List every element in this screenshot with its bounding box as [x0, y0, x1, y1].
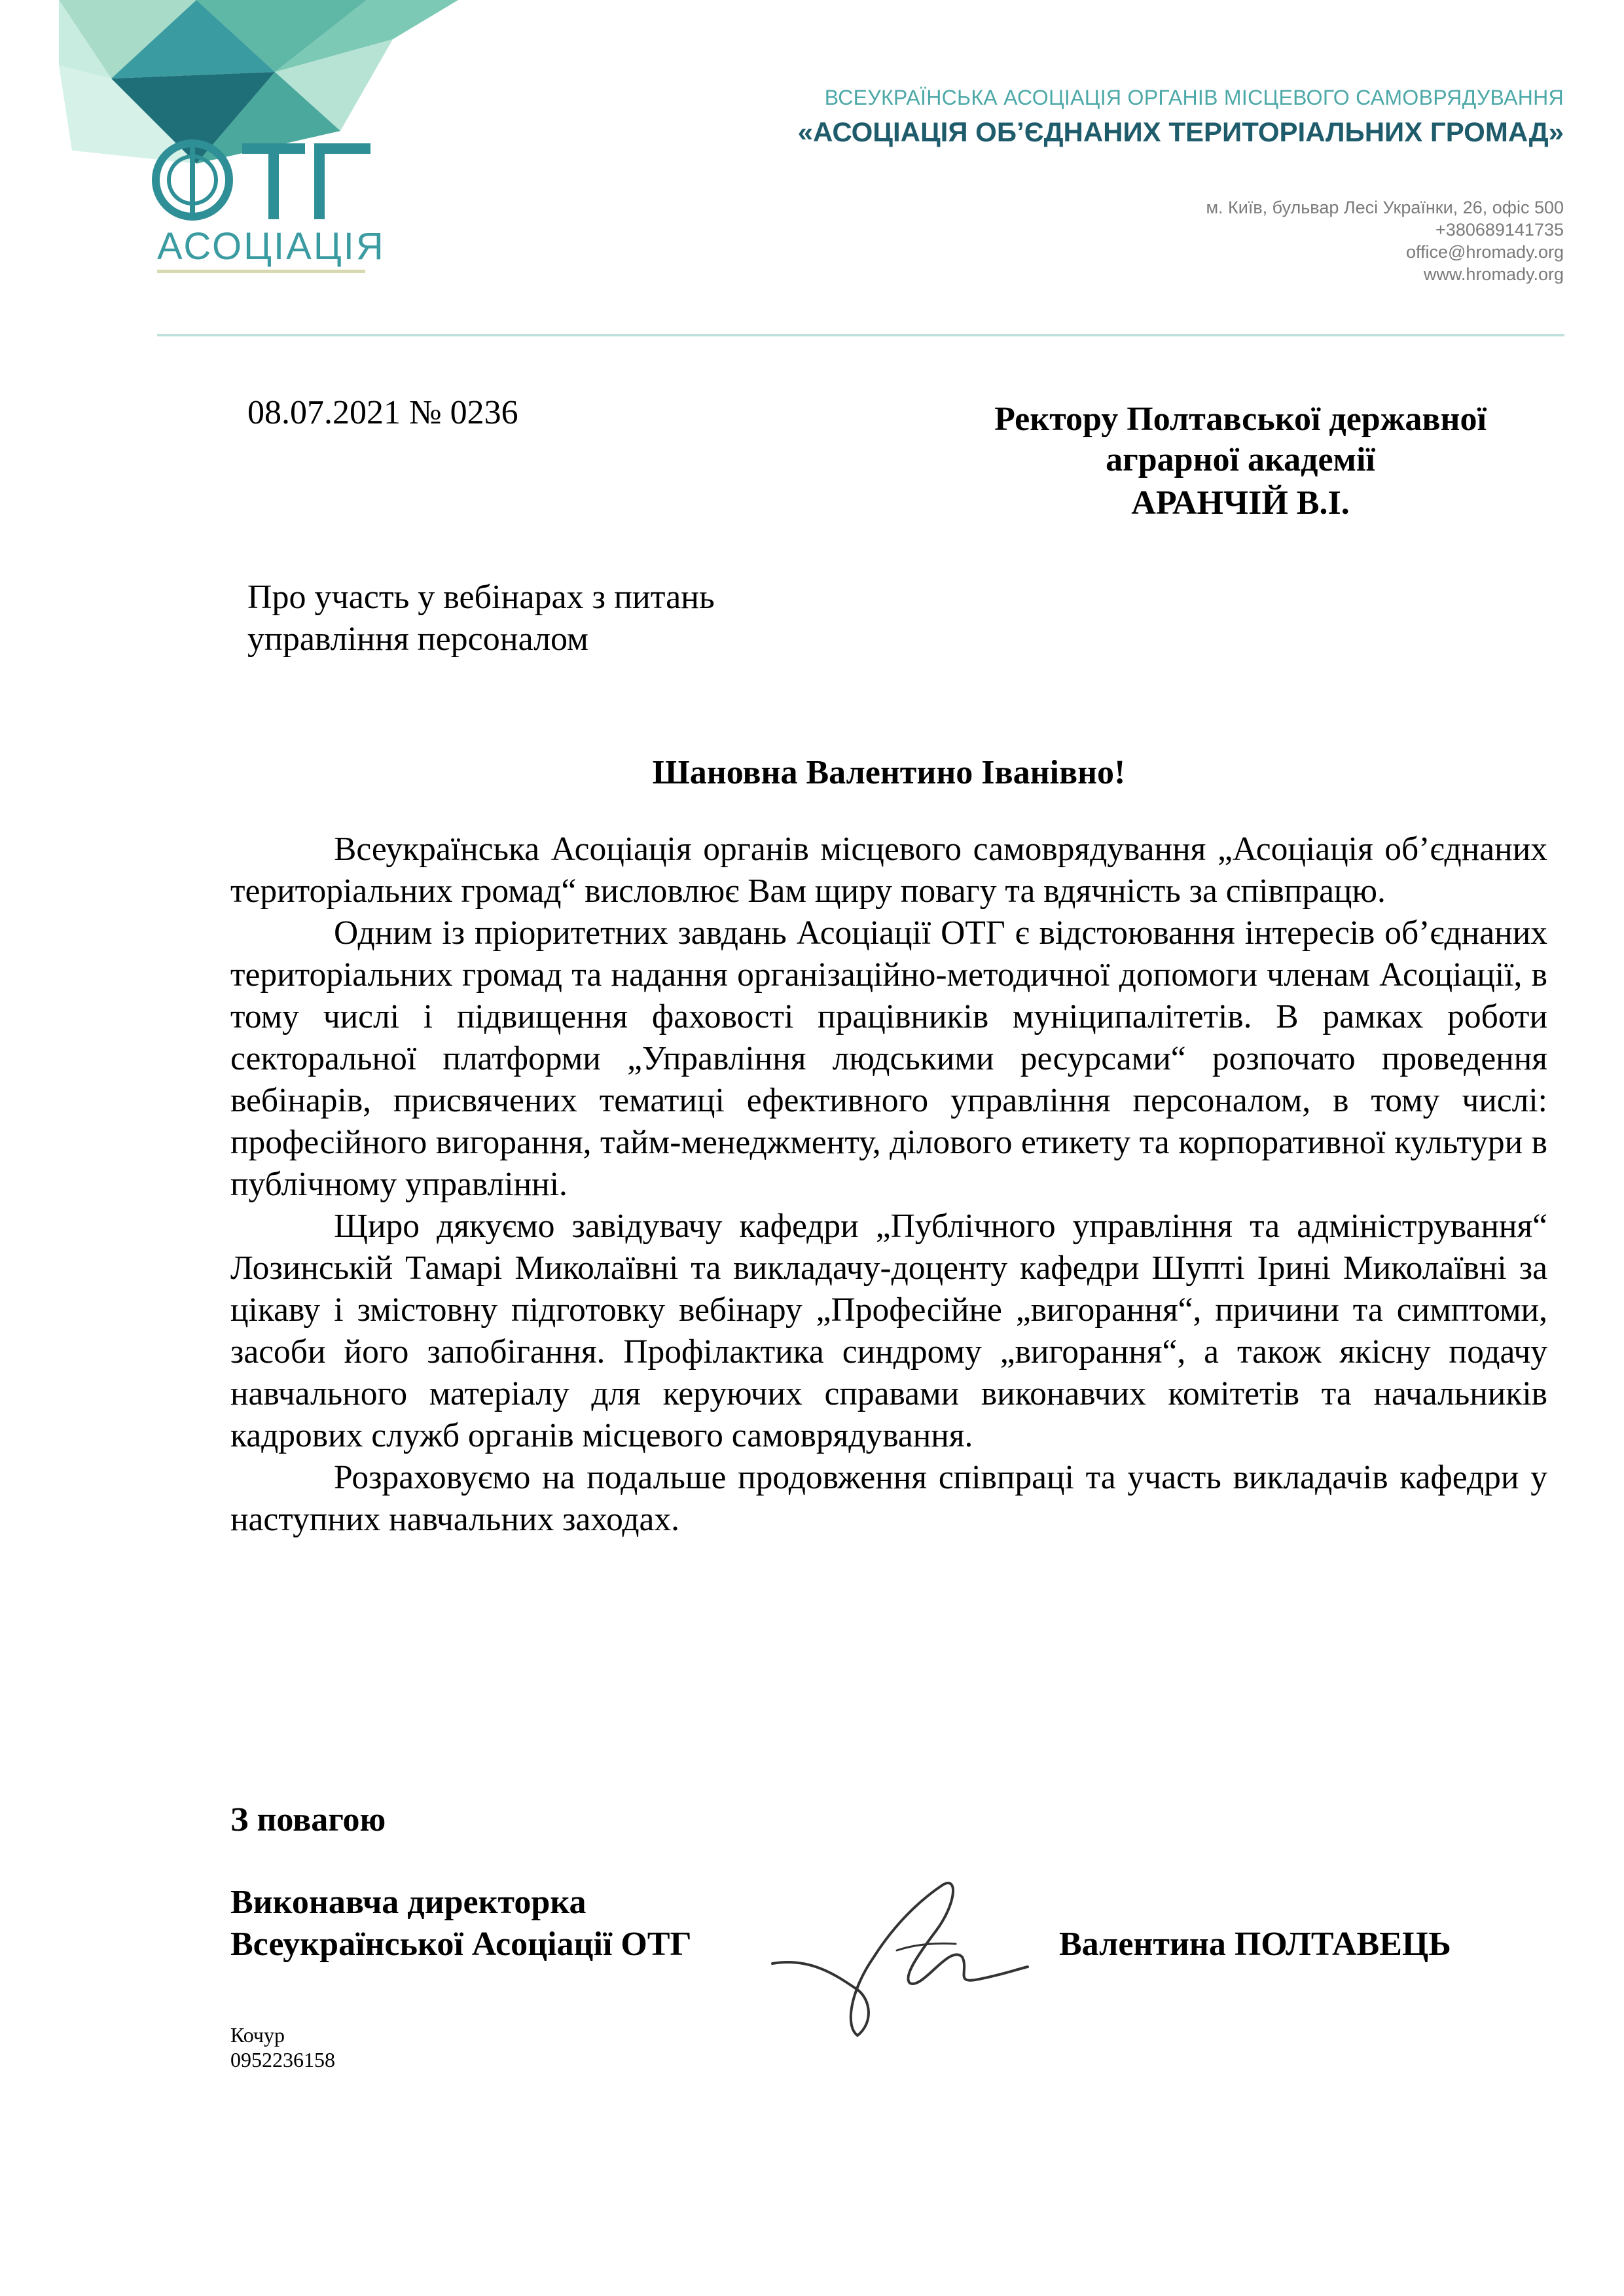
- logo-subtitle: АСОЦІАЦІЯ: [157, 225, 386, 268]
- logo-underline: [157, 270, 365, 273]
- org-name-line2: «АСОЦІАЦІЯ ОБ’ЄДНАНИХ ТЕРИТОРІАЛЬНИХ ГРОМАД»: [797, 117, 1564, 147]
- signatory-name: Валентина ПОЛТАВЕЦЬ: [1059, 1926, 1451, 1963]
- contacts-block: [1206, 196, 1564, 285]
- signatory-title-line2: Всеукраїнської Асоціації ОТГ: [230, 1926, 692, 1963]
- association-logo-icon: [152, 134, 374, 226]
- paragraph: Щиро дякуємо завідувачу кафедри „Публічного управління та адміністрування“ Лозинській Тамарі Миколаївні та викладачу-доценту кафедри Шупті Ірині Миколаївні за цікаву і змістовну підготовку вебінару „Професійне „вигорання“, причини та симптоми, засоби його запобігання. Профілактика синдрому „вигорання“, а також якісну подачу навчального матеріалу для керуючих справами виконавчих комітетів та начальників кадрових служб органів місцевого самоврядування.: [230, 1208, 1547, 1454]
- recipient-line2: аграрної академії: [1106, 441, 1375, 478]
- executor-name: Кочур: [230, 2023, 285, 2047]
- letter-body: [230, 829, 1547, 1541]
- handwritten-signature: [759, 1859, 1034, 2042]
- paragraph: Одним із пріоритетних завдань Асоціації ОТГ є відстоювання інтересів об’єднаних територіальних громад та надання організаційно-методичної допомоги членам Асоціації, в тому числі і підвищення фаховості працівників муніципалітетів. В рамках роботи секторальної платформи „Управління людськими ресурсами“ розпочато проведення вебінарів, присвячених тематиці ефективного управління персоналом, в тому числі: професійного вигорання, тайм-менеджменту, ділового етикету та корпоративної культури в публічному управлінні.: [230, 914, 1547, 1203]
- signatory-title-line1: Виконавча директорка: [230, 1884, 586, 1921]
- address: м. Київ, бульвар Лесі Українки, 26, офіс 500: [1206, 198, 1564, 217]
- recipient-line1: Ректору Полтавської державної: [994, 401, 1487, 438]
- website-link[interactable]: www.hromady.org: [1423, 264, 1564, 284]
- doc-reference: 08.07.2021 № 0236: [247, 394, 518, 431]
- executor-phone: 0952236158: [230, 2048, 335, 2072]
- phone: +380689141735: [1435, 220, 1564, 240]
- subject-line1: Про участь у вебінарах з питань: [247, 579, 715, 616]
- paragraph: Розраховуємо на подальше продовження співпраці та участь викладачів кафедри у наступних навчальних заходах.: [230, 1459, 1547, 1538]
- salutation: Шановна Валентино Іванівно!: [652, 754, 1126, 791]
- subject-line2: управління персоналом: [247, 620, 588, 658]
- header-divider: [157, 334, 1564, 336]
- recipient-line3: АРАНЧІЙ В.І.: [1131, 484, 1350, 522]
- closing: З повагою: [230, 1801, 386, 1839]
- email-link[interactable]: office@hromady.org: [1405, 242, 1564, 262]
- paragraph: Всеукраїнська Асоціація органів місцевого самоврядування „Асоціація об’єднаних територіальних громад“ висловлює Вам щиру повагу та вдячність за співпрацю.: [230, 831, 1547, 910]
- org-name-line1: ВСЕУКРАЇНСЬКА АСОЦІАЦІЯ ОРГАНІВ МІСЦЕВОГО САМОВРЯДУВАННЯ: [824, 86, 1564, 109]
